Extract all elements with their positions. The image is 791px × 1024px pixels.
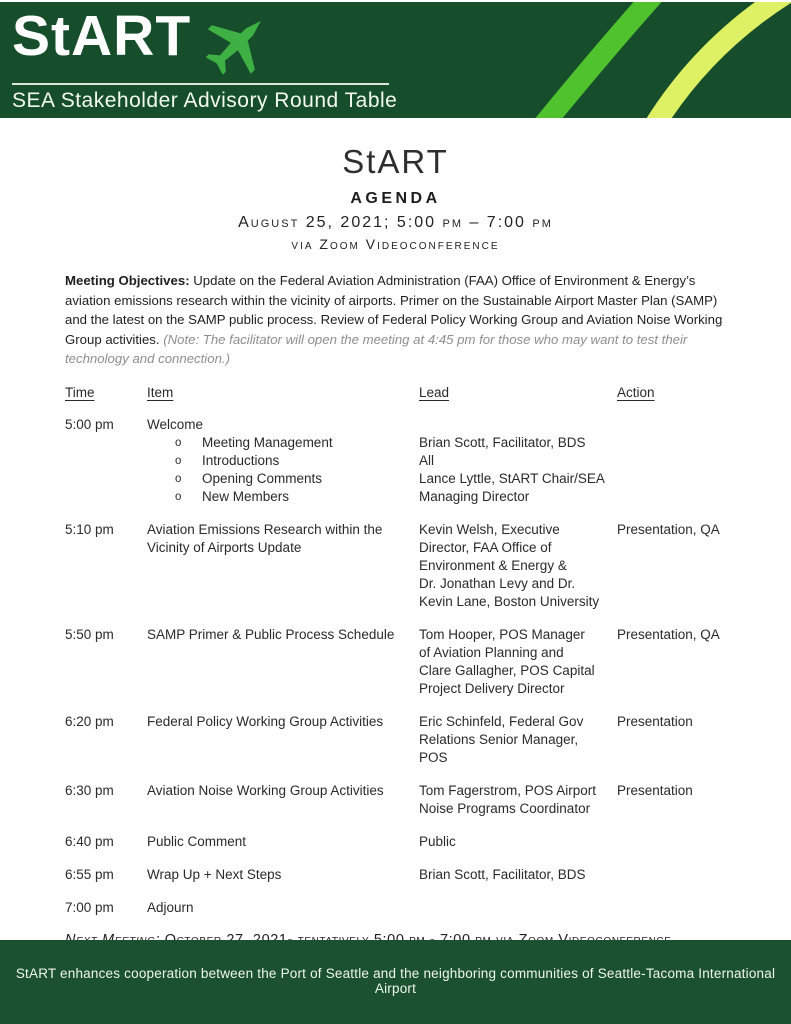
table-row	[65, 416, 741, 506]
objectives-body: Update on the Federal Aviation Administration (FAA) Office of Environment & Energy’s aviation emissions research within the vicinity of airports. Primer on the Sustainable Airport Master Plan (SAMP) and the latest on the SAMP public process. Review of Federal Policy Working Group and Aviation Noise Working Group activities.	[65, 273, 723, 347]
row-action: Presentation, QA	[617, 521, 720, 537]
table-row	[65, 899, 741, 917]
bullet-marker: o	[175, 436, 182, 449]
column-header-lead: Lead	[419, 384, 450, 400]
row-lead-line: Clare Gallagher, POS Capital	[419, 662, 595, 678]
row-action	[617, 833, 741, 851]
objectives-label: Meeting Objectives:	[65, 273, 190, 288]
meeting-datetime: August 25, 2021; 5:00 pm – 7:00 pm	[238, 214, 553, 231]
row-subitem-label: Opening Comments	[202, 470, 323, 486]
document-title: StART	[342, 143, 449, 180]
row-lead-line: Brian Scott, Facilitator, BDS	[419, 866, 586, 882]
row-item	[147, 782, 419, 818]
banner-subtitle: SEA Stakeholder Advisory Round Table	[12, 89, 398, 112]
row-subitem-label: Introductions	[202, 452, 280, 468]
row-lead-line: Eric Schinfeld, Federal Gov	[419, 713, 584, 729]
table-row	[65, 626, 741, 698]
row-action: Presentation	[617, 782, 693, 798]
footer-banner	[0, 940, 791, 1024]
row-lead-line: Director, FAA Office of	[419, 539, 552, 555]
row-lead-line: POS	[419, 749, 448, 765]
row-lead-line: Environment & Energy &	[419, 557, 567, 573]
document-body	[0, 271, 791, 948]
row-subitem	[147, 488, 411, 506]
row-time: 6:20 pm	[65, 713, 114, 729]
meeting-venue: via Zoom Videoconference	[291, 236, 500, 252]
row-item	[147, 416, 419, 506]
header-banner	[0, 0, 791, 118]
meeting-objectives	[65, 271, 741, 369]
row-subitem	[147, 470, 411, 488]
row-item-title: Public Comment	[147, 833, 247, 849]
row-lead-line: Dr. Jonathan Levy and Dr.	[419, 575, 576, 591]
column-header-item: Item	[147, 384, 174, 400]
row-lead-line: Public	[419, 833, 456, 849]
row-item-title: Welcome	[147, 416, 204, 432]
row-lead-line: Managing Director	[419, 488, 530, 504]
row-lead-line: Lance Lyttle, StART Chair/SEA	[419, 470, 605, 486]
table-row	[65, 782, 741, 818]
logo-underline	[12, 83, 389, 85]
row-subitem	[147, 434, 411, 452]
bullet-marker: o	[175, 472, 182, 485]
row-time: 6:30 pm	[65, 782, 114, 798]
title-block	[0, 144, 791, 254]
row-item-title: SAMP Primer & Public Process Schedule	[147, 626, 395, 642]
row-action: Presentation, QA	[617, 626, 720, 642]
table-row	[65, 713, 741, 767]
row-lead	[419, 782, 617, 818]
column-header-action: Action	[617, 384, 655, 400]
table-row	[65, 521, 741, 611]
column-header-time: Time	[65, 384, 95, 400]
row-time: 5:50 pm	[65, 626, 114, 642]
row-item	[147, 713, 419, 767]
row-time: 6:40 pm	[65, 833, 114, 849]
row-item-title: Adjourn	[147, 899, 194, 915]
row-subitem	[147, 452, 411, 470]
row-action	[617, 866, 741, 884]
airplane-icon	[201, 8, 273, 80]
row-item	[147, 626, 419, 698]
row-time: 5:10 pm	[65, 521, 114, 537]
row-time: 7:00 pm	[65, 899, 114, 915]
objectives-note: (Note: The facilitator will open the meeting at 4:45 pm for those who may want to test their technology and connection.)	[65, 331, 688, 366]
agenda-rows	[65, 416, 741, 917]
row-lead-line: Kevin Lane, Boston University	[419, 593, 600, 609]
row-lead-line: Relations Senior Manager,	[419, 731, 579, 747]
logo-block	[0, 2, 791, 113]
row-action: Presentation	[617, 713, 693, 729]
row-lead-line: Noise Programs Coordinator	[419, 800, 591, 816]
row-item-title: Aviation Emissions Research within the Vicinity of Airports Update	[147, 521, 383, 555]
row-lead-line: Kevin Welsh, Executive	[419, 521, 560, 537]
row-lead	[419, 833, 617, 851]
row-lead	[419, 521, 617, 611]
row-lead-line: Brian Scott, Facilitator, BDS	[419, 434, 586, 450]
row-item	[147, 866, 419, 884]
row-lead	[419, 626, 617, 698]
row-item-title: Wrap Up + Next Steps	[147, 866, 282, 882]
row-action	[617, 899, 741, 917]
row-subitem-label: Meeting Management	[202, 434, 333, 450]
row-item	[147, 833, 419, 851]
row-time: 6:55 pm	[65, 866, 114, 882]
row-lead-line: All	[419, 452, 435, 468]
row-lead	[419, 866, 617, 884]
row-lead	[419, 713, 617, 767]
row-lead-line: Project Delivery Director	[419, 680, 565, 696]
row-time: 5:00 pm	[65, 416, 114, 432]
table-row	[65, 866, 741, 884]
row-lead	[419, 416, 617, 506]
bullet-marker: o	[175, 454, 182, 467]
row-item	[147, 521, 419, 611]
agenda-table	[65, 384, 741, 917]
row-item-title: Aviation Noise Working Group Activities	[147, 782, 384, 798]
footer-text: StART enhances cooperation between the Port of Seattle and the neighboring communities of Seattle-Tacoma International Airport	[15, 966, 776, 996]
row-item	[147, 899, 419, 917]
row-lead-line: Tom Hooper, POS Manager	[419, 626, 585, 642]
agenda-table-header	[65, 384, 741, 402]
bullet-marker: o	[175, 490, 182, 503]
row-item-title: Federal Policy Working Group Activities	[147, 713, 384, 729]
logo-start-text: StART	[12, 4, 192, 68]
table-row	[65, 833, 741, 851]
agenda-label: AGENDA	[350, 190, 441, 207]
row-lead-line: of Aviation Planning and	[419, 644, 564, 660]
row-action	[617, 416, 741, 506]
row-lead	[419, 899, 617, 917]
row-subitem-label: New Members	[202, 488, 290, 504]
row-lead-line: Tom Fagerstrom, POS Airport	[419, 782, 597, 798]
